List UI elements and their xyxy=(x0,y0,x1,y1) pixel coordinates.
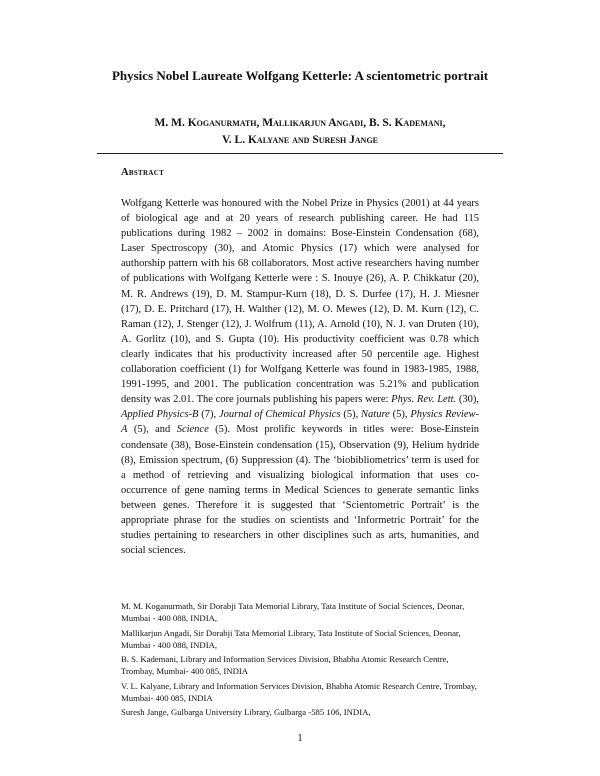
affiliations xyxy=(121,600,481,721)
paper-title: Physics Nobel Laureate Wolfgang Ketterle: A scientometric portrait xyxy=(111,68,489,83)
affiliation-item: M. M. Koganurmath, Sir Dorabji Tata Memorial Library, Tata Institute of Social Sciences, Deonar, Mumbai - 400 088, INDIA, xyxy=(121,601,465,624)
journal-name: Nature xyxy=(361,409,390,421)
journal-name: Physics Review-A xyxy=(121,409,480,436)
journal-name: Science xyxy=(176,424,209,436)
journal-name: Applied Physics-B xyxy=(121,409,199,421)
abstract-text-1: Wolfgang Ketterle was honoured with the Nobel Prize in Physics (2001) at 44 years of biological age and at 20 years of research publishing career. He had 115 publications during 1982 – 2002 in domains: Bose-Einstein Condensation (68), Laser Spectroscopy (30), and Atomic Physics (17) which were analysed for authorship pattern with his 68 collaborators. Most active researchers having number of publications with Wolfgang Ketterle were : S. Inouye (26), A. P. Chikkatur (20), M. R. Andrews (19), D. M. Stampur-Kurn (18), D. S. Durfee (17), H. J. Miesner (17), D. E. Pritchard (17), H. Walther (12), M. O. Mewes (12), D. M. Kurn (12), C. Raman (12), J. Stenger (12), J. Wolfrum (11), A. Arnold (10), N. J. van Druten (10), A. Gorlitz (10), and S. Gupta (10). His productivity coefficient was 0.78 which clearly indicates that his productivity increased after 50 percentile age. Highest collaboration coefficient (1) for Wolfgang Ketterle was found in 1983-1985, 1988, 1991-1995, and 2001. The publication concentration was 5.21% and publication density was 2.01. The core journals publishing his papers were: xyxy=(121,198,479,406)
abstract-text-4: (5), xyxy=(340,409,362,421)
journal-name: Journal of Chemical Physics xyxy=(218,409,341,421)
abstract-body xyxy=(121,196,479,558)
abstract-text-3: (7), xyxy=(198,409,219,421)
author-block xyxy=(0,115,600,149)
page-number: 1 xyxy=(297,733,303,744)
journal-name: Phys. Rev. Lett. xyxy=(391,394,457,406)
abstract-text-5: (5), xyxy=(389,409,411,421)
affiliation-item: B. S. Kademani, Library and Information Services Division, Bhabha Atomic Research Centre, Trombay, Mumbai- 400 085, INDIA xyxy=(121,654,449,677)
affiliation-item: V. L. Kalyane, Library and Information Services Division, Bhabha Atomic Research Centre, Trombay, Mumbai- 400 085, INDIA xyxy=(121,680,477,704)
abstract-text-6: (5), and xyxy=(127,424,177,436)
abstract-text-2: (30), xyxy=(456,394,480,406)
affiliation-item: Mallikarjun Angadi, Sir Dorabji Tata Memorial Library, Tata Institute of Social Sciences, Deonar, Mumbai - 400 088, INDIA, xyxy=(121,627,461,650)
affiliation-item: Suresh Jange, Gulbarga University Library, Gulbarga -585 106, INDIA, xyxy=(121,707,371,718)
abstract-heading: Abstract xyxy=(121,167,165,178)
abstract-text-7: (5). Most prolific keywords in titles were: Bose-Einstein condensate (38), Bose-Einstein condensation (15), Observation (9), Helium hydride (8), Emission spectrum, (6) Suppression (4). The ‘biobibliometrics’ term is used for a method of retrieving and visualizing biological information that uses co-occurrence of gene naming terms in Medical Sciences to generate semantic links between genes. Therefore it is suggested that ‘Scientometric Portrait’ is the appropriate phrase for the studies on scientists and ‘Informetric Portrait’ for the studies pertaining to researchers in other disciplines such as arts, humanities, and social sciences. xyxy=(121,424,480,557)
author-line-2: V. L. Kalyane and Suresh Jange xyxy=(221,134,379,146)
header-divider xyxy=(97,153,503,154)
author-line-1: M. M. Koganurmath, Mallikarjun Angadi, B. S. Kademani, xyxy=(154,117,446,129)
